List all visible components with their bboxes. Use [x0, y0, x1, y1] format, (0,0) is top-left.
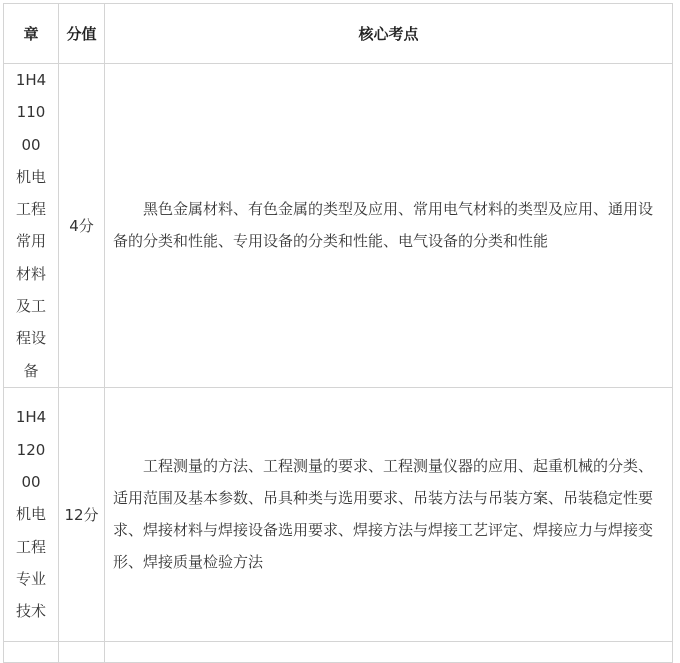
score-cell: 4分: [59, 64, 105, 388]
points-text: 黑色金属材料、有色金属的类型及应用、常用电气材料的类型及应用、通用设备的分类和性能、专用设备的分类和性能、电气设备的分类和性能: [113, 200, 654, 251]
chapter-cell: 1H412000机电工程专业技术: [4, 387, 59, 641]
score-cell-empty: [59, 641, 105, 662]
header-chapter: 章: [4, 4, 59, 64]
points-cell: [105, 64, 673, 388]
chapter-cell: 1H411000机电工程常用材料及工程设备: [4, 64, 59, 388]
table-row-partial: [4, 641, 673, 662]
points-cell-empty: [105, 641, 673, 662]
points-text: 工程测量的方法、工程测量的要求、工程测量仪器的应用、起重机械的分类、适用范围及基本参数、吊具种类与选用要求、吊装方法与吊装方案、吊装稳定性要求、焊接材料与焊接设备选用要求、焊接方法与焊接工艺评定、焊接应力与焊接变形、焊接质量检验方法: [113, 457, 654, 572]
chapter-cell-empty: [4, 641, 59, 662]
table-row: [4, 387, 673, 641]
header-score: 分值: [59, 4, 105, 64]
score-cell: 12分: [59, 387, 105, 641]
table-header-row: [4, 4, 673, 64]
header-points: 核心考点: [105, 4, 673, 64]
table-row: [4, 64, 673, 388]
points-cell: [105, 387, 673, 641]
exam-points-table: [3, 3, 673, 663]
